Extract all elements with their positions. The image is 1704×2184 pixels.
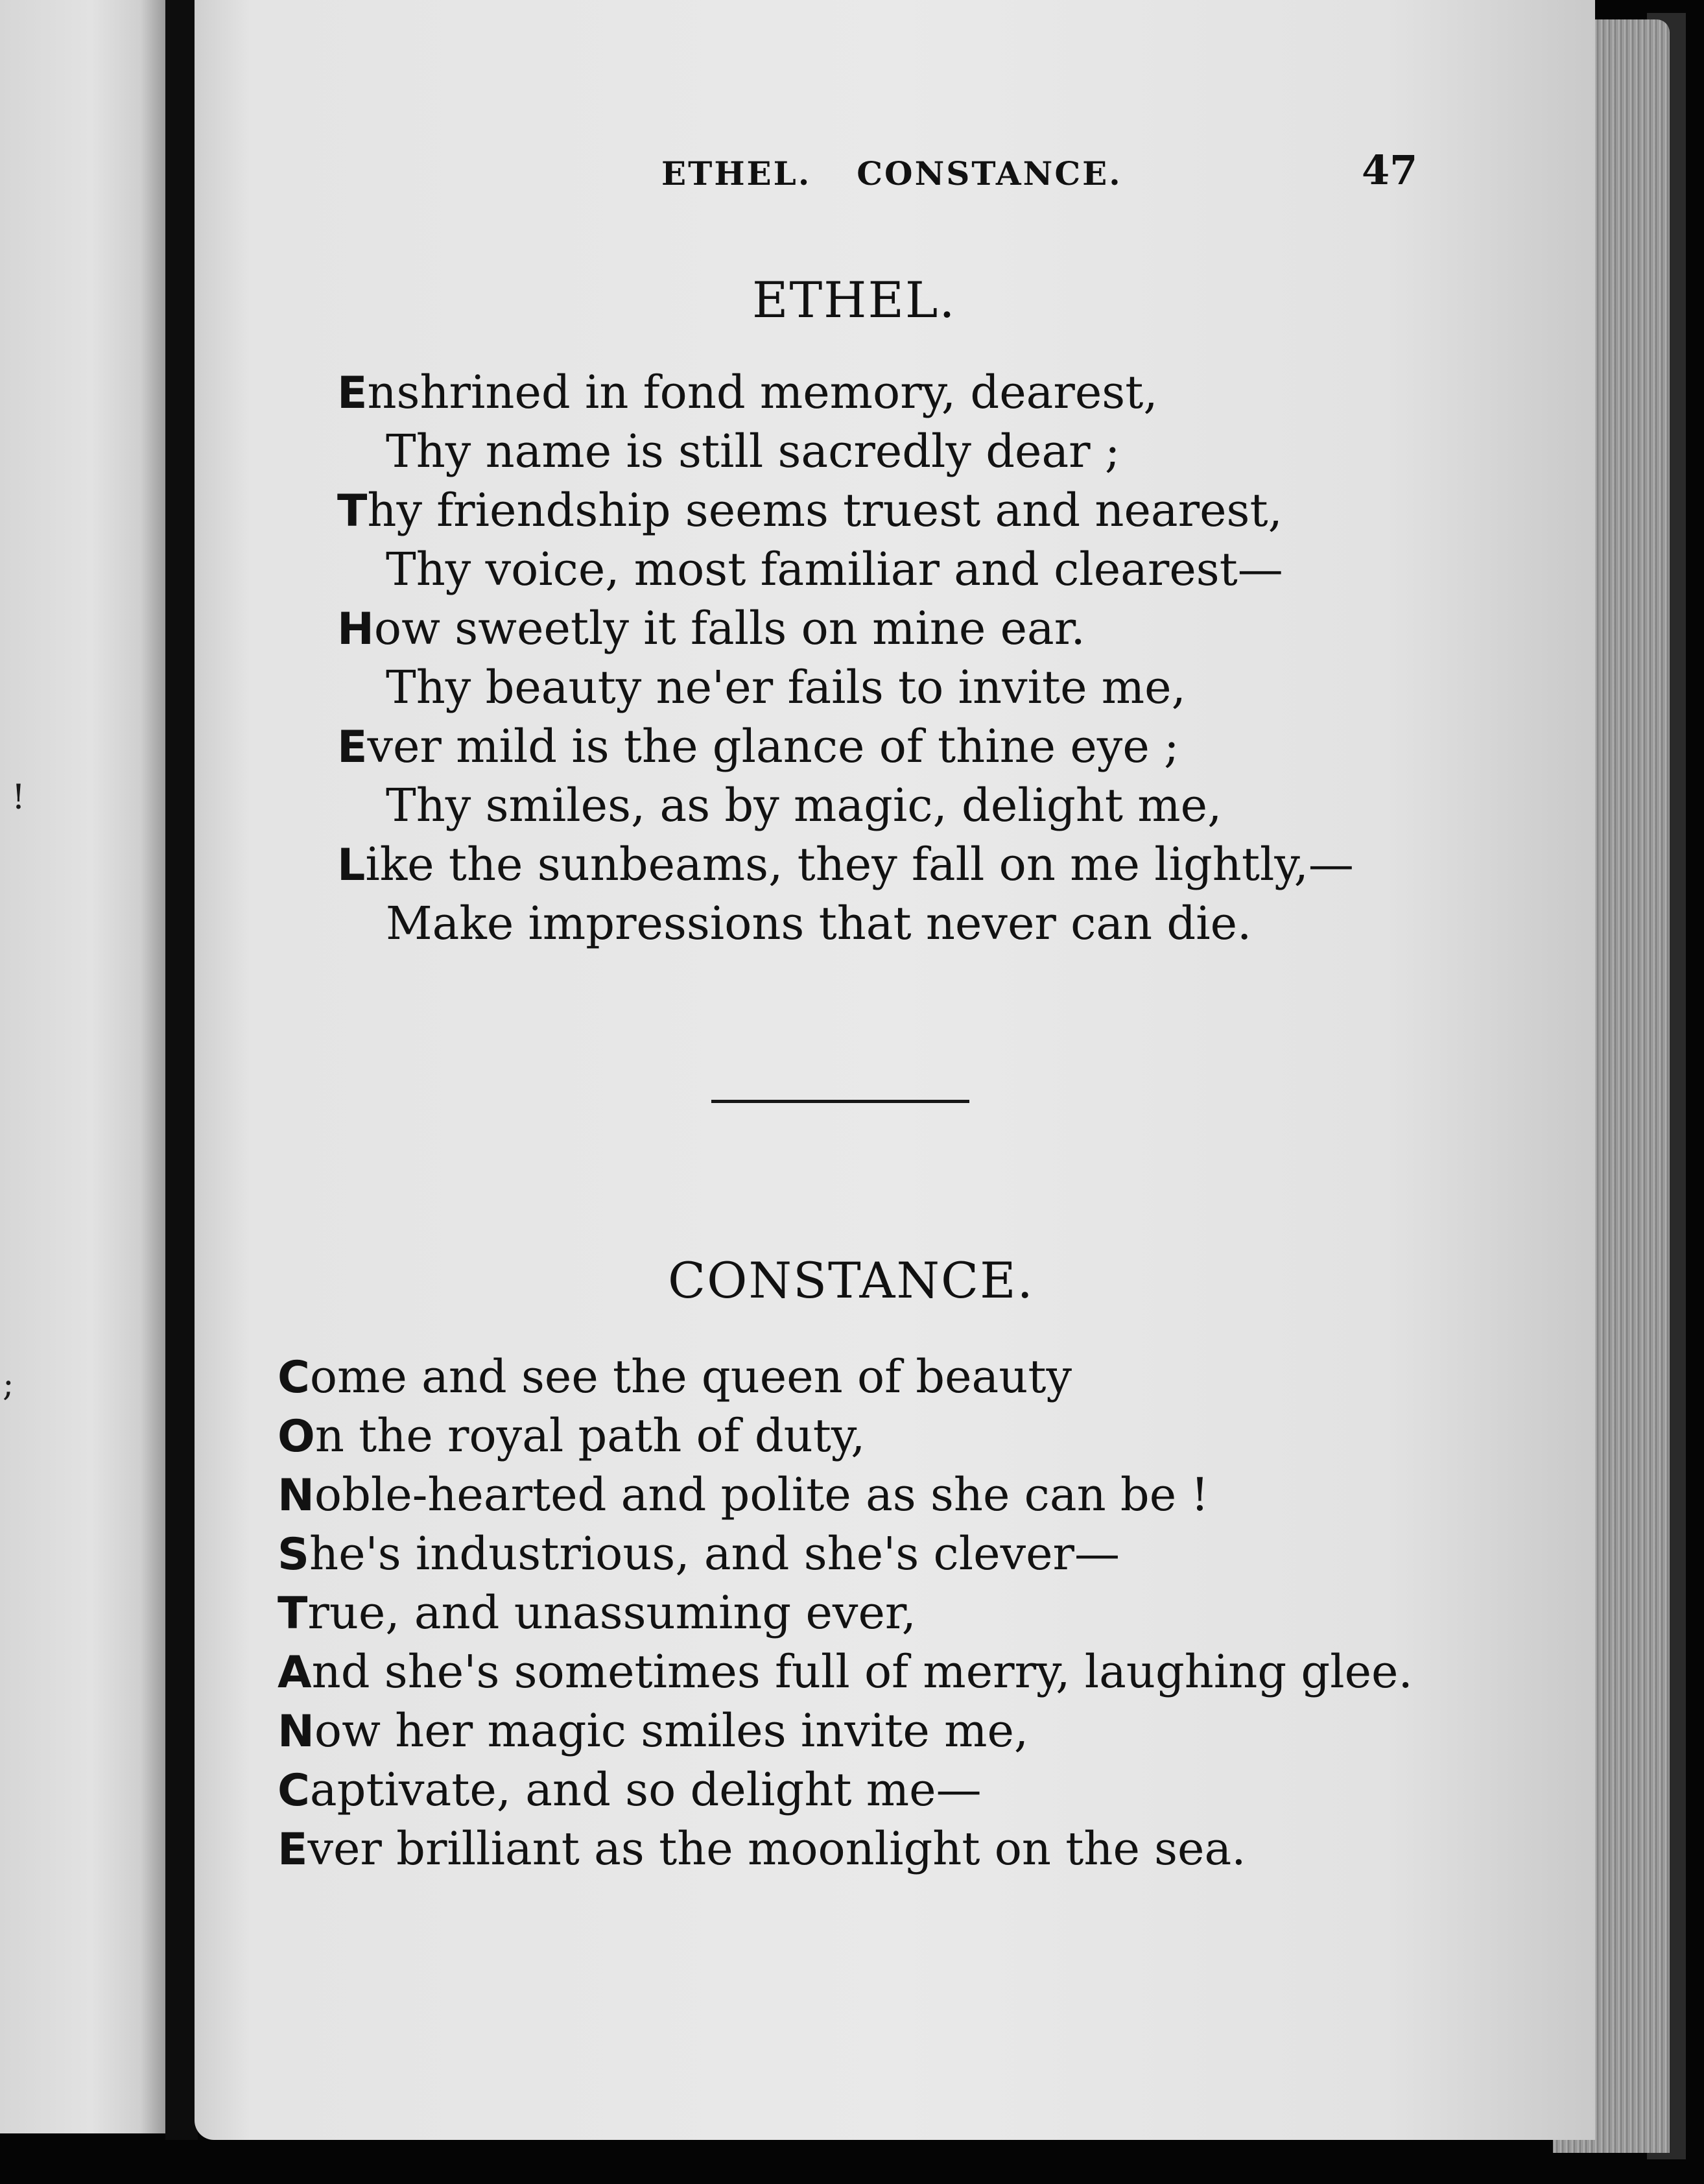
poem-line <box>337 540 1354 599</box>
poem-line <box>337 599 1354 658</box>
poem-line <box>278 1761 1413 1820</box>
poem-line <box>278 1584 1413 1643</box>
running-head <box>661 154 1122 193</box>
acrostic-capital: N <box>278 1470 314 1521</box>
line-text: Thy name is still sacredly dear ; <box>386 425 1120 478</box>
acrostic-capital: L <box>337 840 366 891</box>
acrostic-capital: E <box>337 368 368 419</box>
line-text: rue, and unassuming ever, <box>307 1586 916 1639</box>
line-text: ow sweetly it falls on mine ear. <box>373 602 1085 655</box>
acrostic-capital: H <box>337 604 374 655</box>
poem-line <box>278 1525 1413 1584</box>
line-text: hy friendship seems truest and nearest, <box>367 484 1283 537</box>
poem-title-ethel: ETHEL. <box>752 271 956 329</box>
left-facing-page <box>0 0 165 2133</box>
line-text: ome and see the queen of beauty <box>309 1350 1072 1403</box>
acrostic-capital: A <box>278 1647 312 1698</box>
running-head-right: CONSTANCE. <box>857 154 1122 193</box>
acrostic-capital: C <box>278 1765 310 1816</box>
poem-line <box>278 1820 1413 1879</box>
acrostic-capital: N <box>278 1706 314 1757</box>
poem-ethel <box>337 363 1354 953</box>
line-text: Make impressions that never can die. <box>386 897 1252 950</box>
poem-line <box>337 481 1354 540</box>
line-text: Thy smiles, as by magic, delight me, <box>386 779 1222 832</box>
line-text: Thy beauty ne'er fails to invite me, <box>386 661 1186 714</box>
poem-line <box>278 1407 1413 1466</box>
acrostic-capital: T <box>278 1588 308 1639</box>
line-text: ver mild is the glance of thine eye ; <box>367 720 1179 773</box>
poem-line <box>337 776 1354 835</box>
poem-line <box>337 894 1354 953</box>
line-text: ike the sunbeams, they fall on me lightly,— <box>365 838 1354 891</box>
acrostic-capital: E <box>278 1824 308 1875</box>
left-page-mark: ; <box>3 1365 14 1404</box>
line-text: he's industrious, and she's clever— <box>309 1527 1120 1580</box>
line-text: nshrined in fond memory, dearest, <box>367 366 1158 419</box>
acrostic-capital: O <box>278 1411 315 1462</box>
poem-line <box>337 422 1354 481</box>
line-text: ver brilliant as the moonlight on the sea. <box>307 1822 1246 1875</box>
book-gutter <box>165 0 198 2140</box>
line-text: oble-hearted and polite as she can be ! <box>314 1468 1209 1521</box>
line-text: Thy voice, most familiar and clearest— <box>386 543 1283 596</box>
acrostic-capital: T <box>337 486 368 537</box>
acrostic-capital: E <box>337 722 368 773</box>
poem-line <box>337 658 1354 717</box>
poem-line <box>278 1347 1413 1407</box>
poem-line <box>278 1702 1413 1761</box>
poem-constance <box>278 1347 1413 1879</box>
acrostic-capital: C <box>278 1352 310 1403</box>
line-text: n the royal path of duty, <box>314 1409 866 1462</box>
line-text: ow her magic smiles invite me, <box>314 1704 1029 1757</box>
poem-line <box>278 1466 1413 1525</box>
poem-line <box>278 1643 1413 1702</box>
running-head-left: ETHEL. <box>661 154 812 193</box>
section-divider <box>711 1100 969 1103</box>
acrostic-capital: S <box>278 1529 309 1580</box>
line-text: nd she's sometimes full of merry, laughing glee. <box>311 1645 1413 1698</box>
poem-line <box>337 717 1354 776</box>
poem-title-constance: CONSTANCE. <box>668 1252 1034 1309</box>
page-number: 47 <box>1362 147 1418 194</box>
left-page-mark: ! <box>12 778 25 817</box>
line-text: aptivate, and so delight me— <box>309 1763 982 1816</box>
poem-line <box>337 835 1354 894</box>
poem-line <box>337 363 1354 422</box>
